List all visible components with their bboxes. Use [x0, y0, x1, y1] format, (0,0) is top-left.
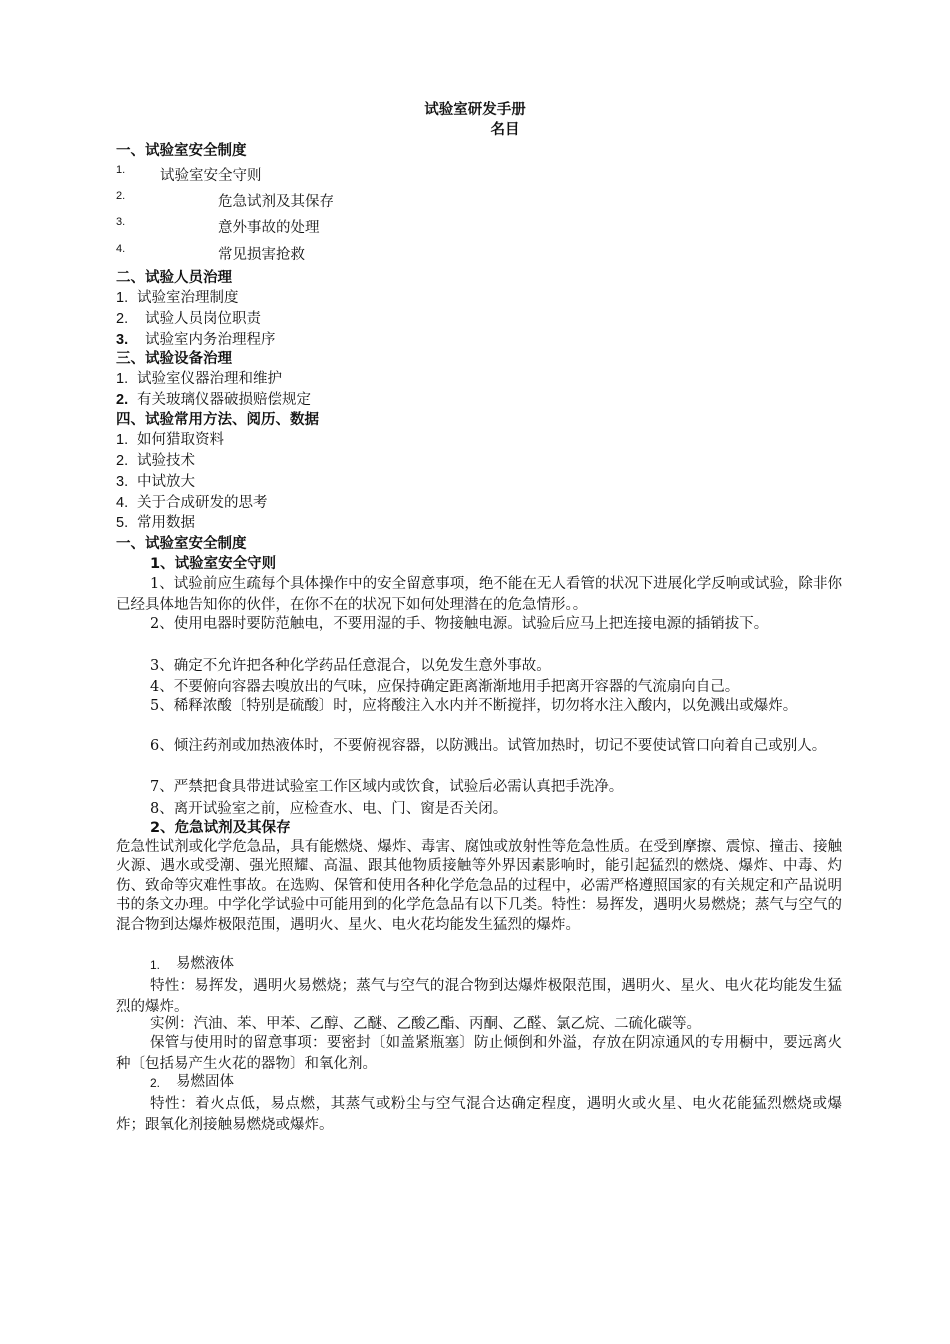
subsection-heading: 易燃固体	[176, 1074, 234, 1090]
toc-heading-1: 一、试验室安全制度	[116, 143, 247, 159]
toc-item: 常用数据	[137, 515, 195, 531]
toc-item-number: 1.	[116, 290, 129, 306]
rule-paragraph: 6、倾注药剂或加热液体时，不要俯视容器，以防溅出。试管加热时，切记不要使试管口向着自己或别人。	[150, 738, 827, 754]
document-subtitle: 名目	[490, 122, 520, 138]
subsection-number: 1.	[150, 958, 161, 972]
rule-paragraph: 8、离开试验室之前，应检查水、电、门、窗是否关闭。	[150, 801, 508, 817]
toc-item: 试验人员岗位职责	[145, 311, 261, 327]
toc-heading-3: 三、试验设备治理	[116, 351, 232, 367]
toc-item: 关于合成研发的思考	[137, 495, 268, 511]
storage-paragraph: 保管与使用时的留意事项：要密封〔如盖紧瓶塞〕防止倾倒和外溢，存放在阴凉通风的专用橱中，要远离火种〔包括易产生火花的器物〕和氧化剂。	[116, 1035, 842, 1072]
property-paragraph: 特性：易挥发，遇明火易燃烧；蒸气与空气的混合物到达爆炸极限范围，遇明火、星火、电火花均能发生猛烈的爆炸。	[116, 978, 842, 1015]
toc-item-number: 3.	[116, 474, 129, 490]
toc-item: 试验技术	[137, 453, 195, 469]
rule-paragraph: 1、试验前应生疏每个具体操作中的安全留意事项，绝不能在无人看管的状况下进展化学反响或试验，除非你已经具体地告知你的伙伴，在你不在的状况下如何处理潜在的危急情形。。	[116, 576, 842, 613]
toc-item: 试验室内务治理程序	[145, 332, 276, 348]
toc-item-number: 1.	[116, 164, 126, 176]
toc-item: 常见损害抢救	[218, 247, 305, 263]
examples-paragraph: 实例：汽油、苯、甲苯、乙醇、乙醚、乙酸乙酯、丙酮、乙醛、氯乙烷、二硫化碳等。	[150, 1016, 701, 1032]
property-paragraph: 特性：着火点低，易点燃，其蒸气或粉尘与空气混合达确定程度，遇明火或火星、电火花能猛烈燃烧或爆炸；跟氧化剂接触易燃烧或爆炸。	[116, 1096, 842, 1133]
toc-item-number: 4.	[116, 243, 126, 255]
rule-paragraph: 2、使用电器时要防范触电，不要用湿的手、物接触电源。试验后应马上把连接电源的插销拔下。	[150, 616, 769, 632]
toc-item-number: 5.	[116, 515, 129, 531]
toc-item: 危急试剂及其保存	[218, 194, 334, 210]
toc-item-number: 1.	[116, 371, 129, 387]
toc-heading-4: 四、试验常用方法、阅历、数据	[116, 412, 319, 428]
toc-item-number: 2.	[116, 190, 126, 202]
toc-item: 中试放大	[137, 474, 195, 490]
toc-item: 试验室安全守则	[160, 168, 262, 184]
hazard-intro-paragraph: 危急性试剂或化学危急品，具有能燃烧、爆炸、毒害、腐蚀或放射性等危急性质。在受到摩擦、震惊、撞击、接触火源、遇水或受潮、强光照耀、高温、跟其他物质接触等外界因素影响时，能引起猛烈的燃烧、爆炸、中毒、灼伤、致命等灾难性事故。在选购、保管和使用各种化学危急品的过程中，必需严格遵照国家的有关规定和产品说明书的条文办理。中学化学试验中可能用到的化学危急品有以下几类。特性：易挥发，遇明火易燃烧；蒸气与空气的混合物到达爆炸极限范围，遇明火、星火、电火花均能发生猛烈的爆炸。	[116, 839, 842, 933]
toc-item-number: 4.	[116, 495, 129, 511]
rule-paragraph: 5、稀释浓酸〔特别是硫酸〕时，应将酸注入水内并不断搅拌，切勿将水注入酸内，以免溅出或爆炸。	[150, 698, 798, 714]
toc-heading-2: 二、试验人员治理	[116, 270, 232, 286]
toc-item-number: 2.	[116, 311, 129, 327]
toc-item: 有关玻璃仪器破损赔偿规定	[137, 392, 311, 408]
rule-paragraph: 3、确定不允许把各种化学药品任意混合，以免发生意外事故。	[150, 658, 551, 674]
toc-item-number: 3.	[116, 332, 129, 348]
toc-item-number: 3.	[116, 216, 126, 228]
section-heading: 2、危急试剂及其保存	[150, 820, 291, 836]
subsection-number: 2.	[150, 1076, 161, 1090]
toc-item-number: 1.	[116, 432, 129, 448]
toc-item-number: 2.	[116, 392, 129, 408]
toc-item: 试验室仪器治理和维护	[137, 371, 282, 387]
section-heading: 1、试验室安全守则	[150, 556, 277, 572]
toc-item-number: 2.	[116, 453, 129, 469]
chapter-heading: 一、试验室安全制度	[116, 536, 247, 552]
document-title: 试验室研发手册	[424, 102, 526, 118]
rule-paragraph: 4、不要俯向容器去嗅放出的气味，应保持确定距离渐渐地用手把离开容器的气流扇向自己。	[150, 679, 740, 695]
toc-item: 试验室治理制度	[137, 290, 239, 306]
rule-paragraph: 7、严禁把食具带进试验室工作区域内或饮食，试验后必需认真把手洗净。	[150, 779, 624, 795]
toc-item: 意外事故的处理	[218, 220, 320, 236]
subsection-heading: 易燃液体	[176, 956, 234, 972]
toc-item: 如何猎取资料	[137, 432, 224, 448]
